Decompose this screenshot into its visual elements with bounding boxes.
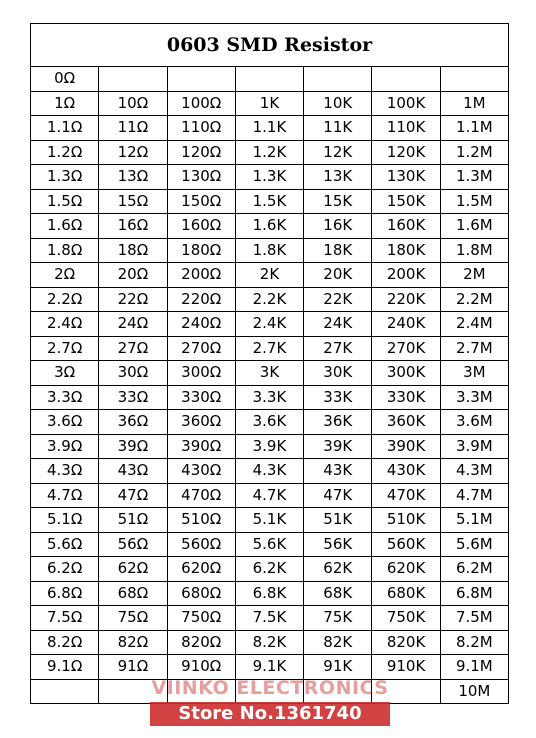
- table-cell: 8.2M: [440, 630, 508, 655]
- table-cell: 750Ω: [167, 606, 235, 631]
- table-cell: 22K: [304, 287, 372, 312]
- table-cell: 300K: [372, 361, 440, 386]
- table-cell: 33K: [304, 385, 372, 410]
- table-cell: 2.7M: [440, 336, 508, 361]
- table-cell: 7.5Ω: [31, 606, 99, 631]
- table-cell: 20K: [304, 263, 372, 288]
- table-cell: 4.3Ω: [31, 459, 99, 484]
- table-cell: 1.6M: [440, 214, 508, 239]
- table-cell: 3.3M: [440, 385, 508, 410]
- table-cell: 160Ω: [167, 214, 235, 239]
- watermark-brand: VIINKO ELECTRONICS: [151, 677, 389, 699]
- table-cell: 4.7Ω: [31, 483, 99, 508]
- table-cell: 75Ω: [99, 606, 167, 631]
- table-cell: 22Ω: [99, 287, 167, 312]
- table-cell: 30Ω: [99, 361, 167, 386]
- table-cell: 9.1M: [440, 655, 508, 680]
- table-cell: 24Ω: [99, 312, 167, 337]
- table-cell: 24K: [304, 312, 372, 337]
- table-cell: 240Ω: [167, 312, 235, 337]
- table-cell: [31, 679, 99, 704]
- table-cell: 6.2M: [440, 557, 508, 582]
- table-cell: 9.1K: [235, 655, 303, 680]
- table-cell: 36K: [304, 410, 372, 435]
- table-cell: 1.2K: [235, 140, 303, 165]
- table-cell: 3.6M: [440, 410, 508, 435]
- table-cell: [235, 679, 303, 704]
- table-cell: 68Ω: [99, 581, 167, 606]
- table-cell: 75K: [304, 606, 372, 631]
- table-cell: 8.2Ω: [31, 630, 99, 655]
- table-cell: 3.6K: [235, 410, 303, 435]
- table-cell: 620Ω: [167, 557, 235, 582]
- table-cell: 1M: [440, 91, 508, 116]
- table-cell: 130Ω: [167, 165, 235, 190]
- table-cell: 43Ω: [99, 459, 167, 484]
- table-cell: 0Ω: [31, 67, 99, 92]
- table-cell: 2.7Ω: [31, 336, 99, 361]
- table-cell: 150Ω: [167, 189, 235, 214]
- table-row: [31, 67, 509, 92]
- table-cell: 2M: [440, 263, 508, 288]
- table-cell: 390K: [372, 434, 440, 459]
- table-cell: 10Ω: [99, 91, 167, 116]
- table-cell: 1.1K: [235, 116, 303, 141]
- title-row: [31, 24, 509, 67]
- table-cell: 2.2M: [440, 287, 508, 312]
- table-cell: 120K: [372, 140, 440, 165]
- table-cell: 330Ω: [167, 385, 235, 410]
- table-cell: 1.1Ω: [31, 116, 99, 141]
- table-cell: 27K: [304, 336, 372, 361]
- table-cell: [99, 67, 167, 92]
- table-cell: 5.6Ω: [31, 532, 99, 557]
- table-cell: 820Ω: [167, 630, 235, 655]
- table-cell: 43K: [304, 459, 372, 484]
- table-row: [31, 361, 509, 386]
- table-cell: [372, 679, 440, 704]
- table-row: [31, 312, 509, 337]
- table-cell: 240K: [372, 312, 440, 337]
- table-cell: 470K: [372, 483, 440, 508]
- table-cell: [235, 67, 303, 92]
- table-row: [31, 532, 509, 557]
- watermark-store: Store No.1361740: [150, 702, 390, 726]
- table-cell: [167, 679, 235, 704]
- table-cell: 1.5K: [235, 189, 303, 214]
- table-row: [31, 238, 509, 263]
- table-row: [31, 165, 509, 190]
- table-cell: 200K: [372, 263, 440, 288]
- resistor-table: [30, 23, 509, 704]
- table-row: [31, 630, 509, 655]
- table-cell: 510K: [372, 508, 440, 533]
- table-row: [31, 557, 509, 582]
- table-cell: 1.1M: [440, 116, 508, 141]
- table-cell: 4.7K: [235, 483, 303, 508]
- table-cell: 6.8K: [235, 581, 303, 606]
- table-cell: 620K: [372, 557, 440, 582]
- table-cell: 12Ω: [99, 140, 167, 165]
- table-cell: 3.9M: [440, 434, 508, 459]
- table-cell: [304, 67, 372, 92]
- table-cell: 10K: [304, 91, 372, 116]
- table-cell: 5.1K: [235, 508, 303, 533]
- table-cell: 130K: [372, 165, 440, 190]
- table-cell: 2.4M: [440, 312, 508, 337]
- table-row: [31, 483, 509, 508]
- table-row: [31, 214, 509, 239]
- table-row: [31, 385, 509, 410]
- table-row: [31, 263, 509, 288]
- table-cell: 9.1Ω: [31, 655, 99, 680]
- table-cell: 160K: [372, 214, 440, 239]
- table-cell: 1.8M: [440, 238, 508, 263]
- table-cell: 13K: [304, 165, 372, 190]
- table-cell: 1.3M: [440, 165, 508, 190]
- table-cell: 680Ω: [167, 581, 235, 606]
- table-cell: 82K: [304, 630, 372, 655]
- table-cell: 8.2K: [235, 630, 303, 655]
- table-cell: 27Ω: [99, 336, 167, 361]
- table-cell: 220K: [372, 287, 440, 312]
- table-cell: 4.3K: [235, 459, 303, 484]
- table-row: [31, 606, 509, 631]
- table-row: [31, 508, 509, 533]
- table-cell: 2.2Ω: [31, 287, 99, 312]
- table-cell: 110Ω: [167, 116, 235, 141]
- table-cell: 91K: [304, 655, 372, 680]
- table-cell: 2.4K: [235, 312, 303, 337]
- table-cell: 330K: [372, 385, 440, 410]
- table-cell: 39K: [304, 434, 372, 459]
- table-cell: 1.5M: [440, 189, 508, 214]
- table-cell: 430K: [372, 459, 440, 484]
- table-cell: 110K: [372, 116, 440, 141]
- table-cell: 3Ω: [31, 361, 99, 386]
- table-cell: 180K: [372, 238, 440, 263]
- table-cell: 12K: [304, 140, 372, 165]
- table-cell: 4.7M: [440, 483, 508, 508]
- table-row: [31, 434, 509, 459]
- table-cell: 430Ω: [167, 459, 235, 484]
- table-row: [31, 459, 509, 484]
- table-cell: 2.4Ω: [31, 312, 99, 337]
- table-cell: 68K: [304, 581, 372, 606]
- table-cell: 47K: [304, 483, 372, 508]
- table-cell: 510Ω: [167, 508, 235, 533]
- table-cell: 33Ω: [99, 385, 167, 410]
- table-cell: 10M: [440, 679, 508, 704]
- table-cell: 18Ω: [99, 238, 167, 263]
- table-cell: 910Ω: [167, 655, 235, 680]
- table-cell: 5.6K: [235, 532, 303, 557]
- table-cell: 51K: [304, 508, 372, 533]
- table-cell: 7.5K: [235, 606, 303, 631]
- table-cell: 3.9Ω: [31, 434, 99, 459]
- table-cell: 1.6K: [235, 214, 303, 239]
- table-cell: 3.6Ω: [31, 410, 99, 435]
- table-cell: [304, 679, 372, 704]
- table-cell: 51Ω: [99, 508, 167, 533]
- table-cell: 30K: [304, 361, 372, 386]
- table-row: [31, 336, 509, 361]
- table-cell: 1.2M: [440, 140, 508, 165]
- table-cell: 1.3K: [235, 165, 303, 190]
- table-cell: 1K: [235, 91, 303, 116]
- table-cell: 750K: [372, 606, 440, 631]
- table-cell: 1.6Ω: [31, 214, 99, 239]
- table-cell: 360Ω: [167, 410, 235, 435]
- table-cell: 120Ω: [167, 140, 235, 165]
- table-cell: 390Ω: [167, 434, 235, 459]
- table-row: [31, 91, 509, 116]
- table-cell: 300Ω: [167, 361, 235, 386]
- table-cell: 1.8K: [235, 238, 303, 263]
- table-cell: 6.2Ω: [31, 557, 99, 582]
- table-cell: [99, 679, 167, 704]
- table-cell: 15Ω: [99, 189, 167, 214]
- table-cell: 100K: [372, 91, 440, 116]
- table-cell: 82Ω: [99, 630, 167, 655]
- table-cell: [440, 67, 508, 92]
- table-cell: 3K: [235, 361, 303, 386]
- table-cell: 2.2K: [235, 287, 303, 312]
- table-cell: 6.8M: [440, 581, 508, 606]
- table-body: [31, 67, 509, 704]
- table-cell: [372, 67, 440, 92]
- table-cell: 220Ω: [167, 287, 235, 312]
- table-cell: 15K: [304, 189, 372, 214]
- table-cell: 470Ω: [167, 483, 235, 508]
- table-cell: 2Ω: [31, 263, 99, 288]
- table-row: [31, 116, 509, 141]
- table-row: [31, 287, 509, 312]
- table-cell: 560K: [372, 532, 440, 557]
- table-cell: 20Ω: [99, 263, 167, 288]
- table-cell: 3.3Ω: [31, 385, 99, 410]
- table-row: [31, 140, 509, 165]
- table-cell: 56K: [304, 532, 372, 557]
- table-row: [31, 410, 509, 435]
- table-title: 0603 SMD Resistor: [31, 24, 509, 67]
- table-cell: 62K: [304, 557, 372, 582]
- table-cell: 5.6M: [440, 532, 508, 557]
- table-cell: 100Ω: [167, 91, 235, 116]
- table-cell: 270K: [372, 336, 440, 361]
- table-cell: 270Ω: [167, 336, 235, 361]
- table-cell: 16Ω: [99, 214, 167, 239]
- table-cell: 36Ω: [99, 410, 167, 435]
- table-row: [31, 189, 509, 214]
- table-cell: 4.3M: [440, 459, 508, 484]
- table-cell: 11K: [304, 116, 372, 141]
- table-cell: 6.2K: [235, 557, 303, 582]
- table-cell: 1.2Ω: [31, 140, 99, 165]
- table-cell: 5.1M: [440, 508, 508, 533]
- table-row: [31, 679, 509, 704]
- table-cell: 91Ω: [99, 655, 167, 680]
- table-cell: 3M: [440, 361, 508, 386]
- table-cell: 47Ω: [99, 483, 167, 508]
- resistor-sheet: [30, 23, 509, 704]
- table-cell: 3.9K: [235, 434, 303, 459]
- table-cell: 1.5Ω: [31, 189, 99, 214]
- table-cell: 16K: [304, 214, 372, 239]
- table-cell: 62Ω: [99, 557, 167, 582]
- table-cell: 13Ω: [99, 165, 167, 190]
- table-cell: 2.7K: [235, 336, 303, 361]
- table-cell: 820K: [372, 630, 440, 655]
- table-cell: 180Ω: [167, 238, 235, 263]
- table-cell: 5.1Ω: [31, 508, 99, 533]
- table-cell: 910K: [372, 655, 440, 680]
- table-cell: 560Ω: [167, 532, 235, 557]
- table-cell: 3.3K: [235, 385, 303, 410]
- table-cell: 150K: [372, 189, 440, 214]
- table-cell: 1Ω: [31, 91, 99, 116]
- table-cell: 56Ω: [99, 532, 167, 557]
- table-cell: 7.5M: [440, 606, 508, 631]
- table-cell: 18K: [304, 238, 372, 263]
- table-cell: 1.8Ω: [31, 238, 99, 263]
- table-row: [31, 581, 509, 606]
- table-cell: 1.3Ω: [31, 165, 99, 190]
- table-cell: [167, 67, 235, 92]
- table-cell: 39Ω: [99, 434, 167, 459]
- table-cell: 6.8Ω: [31, 581, 99, 606]
- table-cell: 2K: [235, 263, 303, 288]
- table-cell: 680K: [372, 581, 440, 606]
- table-cell: 200Ω: [167, 263, 235, 288]
- table-cell: 360K: [372, 410, 440, 435]
- table-cell: 11Ω: [99, 116, 167, 141]
- table-row: [31, 655, 509, 680]
